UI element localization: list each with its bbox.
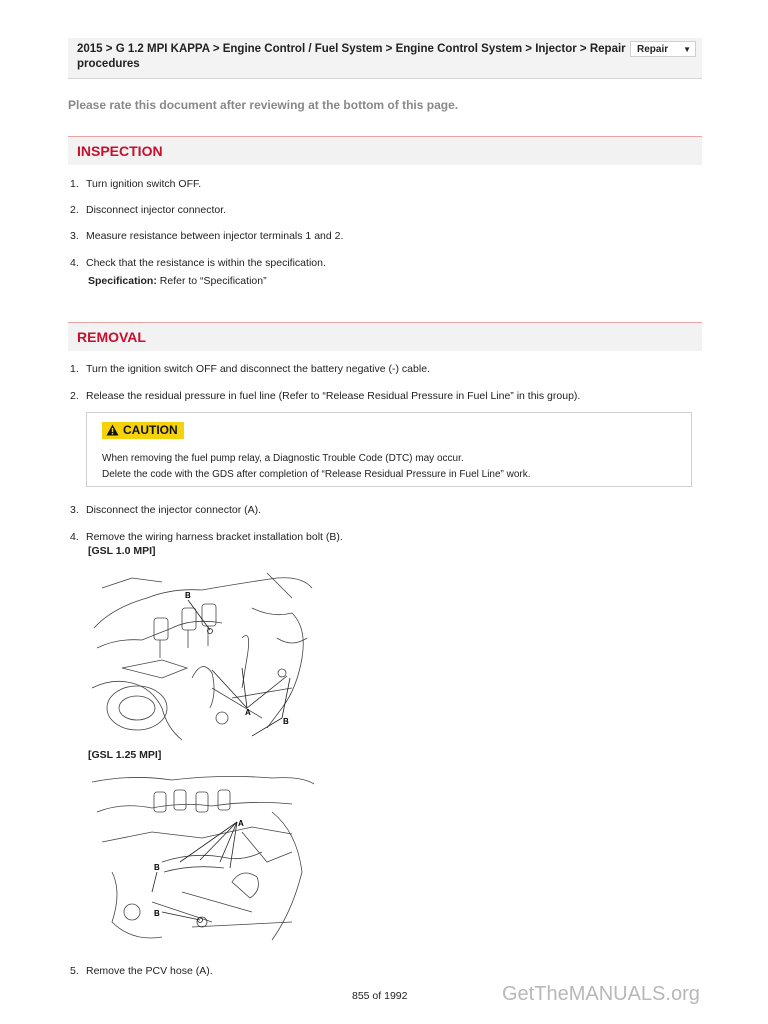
caution-label: CAUTION: [123, 423, 178, 437]
engine-figure-gsl-125: [92, 772, 314, 944]
removal-title: REMOVAL: [77, 329, 146, 345]
figure-2-label-a: A: [238, 819, 244, 828]
inspection-step: 3. Measure resistance between injector terminals 1 and 2.: [70, 230, 344, 242]
inspection-step: 4. Check that the resistance is within the specification.: [70, 257, 326, 269]
specification-line: [88, 274, 267, 288]
inspection-header: [68, 136, 702, 165]
engine-diagram-1: [92, 568, 314, 742]
removal-header: [68, 322, 702, 351]
caution-text-1: When removing the fuel pump relay, a Diagnostic Trouble Code (DTC) may occur.: [102, 453, 464, 464]
inspection-title: INSPECTION: [77, 143, 163, 159]
specification-label: Specification:: [88, 275, 157, 287]
figure-1-label-b-top: B: [185, 591, 191, 600]
caution-badge: [102, 422, 184, 439]
watermark: GetTheMANUALS.org: [502, 983, 700, 1005]
caution-text-2: Delete the code with the GDS after completion of “Release Residual Pressure in Fuel Line” work.: [102, 469, 531, 480]
inspection-step: 2. Disconnect injector connector.: [70, 204, 227, 216]
removal-step: 1. Turn the ignition switch OFF and disconnect the battery negative (-) cable.: [70, 363, 430, 375]
section-select-value: Repair: [637, 44, 669, 55]
figure-1-label-b: B: [283, 717, 289, 726]
caret-down-icon: ▼: [683, 45, 691, 54]
removal-step: 2. Release the residual pressure in fuel line (Refer to “Release Residual Pressure in Fuel Line” in this group).: [70, 390, 581, 402]
engine-diagram-2: [92, 772, 314, 944]
variant-label-gsl-10: [GSL 1.0 MPI]: [88, 545, 156, 557]
removal-step: 4. Remove the wiring harness bracket installation bolt (B).: [70, 531, 343, 543]
specification-value: Refer to “Specification”: [159, 275, 267, 287]
rate-notice: Please rate this document after reviewing at the bottom of this page.: [68, 98, 459, 112]
figure-1-label-a: A: [245, 708, 251, 717]
section-select[interactable]: [630, 41, 696, 57]
removal-step: 5. Remove the PCV hose (A).: [70, 965, 213, 977]
page-number: 855 of 1992: [352, 990, 408, 1002]
caution-box: [86, 412, 692, 487]
inspection-step: 1. Turn ignition switch OFF.: [70, 178, 202, 190]
figure-2-label-b: B: [154, 909, 160, 918]
warning-triangle-icon: [106, 424, 119, 436]
figure-2-label-b-top: B: [154, 863, 160, 872]
breadcrumb-text: 2015 > G 1.2 MPI KAPPA > Engine Control / Fuel System > Engine Control System > Injector > Repair procedures: [77, 43, 626, 70]
breadcrumb: [68, 38, 702, 79]
engine-figure-gsl-10: [92, 568, 314, 742]
removal-step: 3. Disconnect the injector connector (A).: [70, 504, 262, 516]
variant-label-gsl-125: [GSL 1.25 MPI]: [88, 749, 162, 761]
